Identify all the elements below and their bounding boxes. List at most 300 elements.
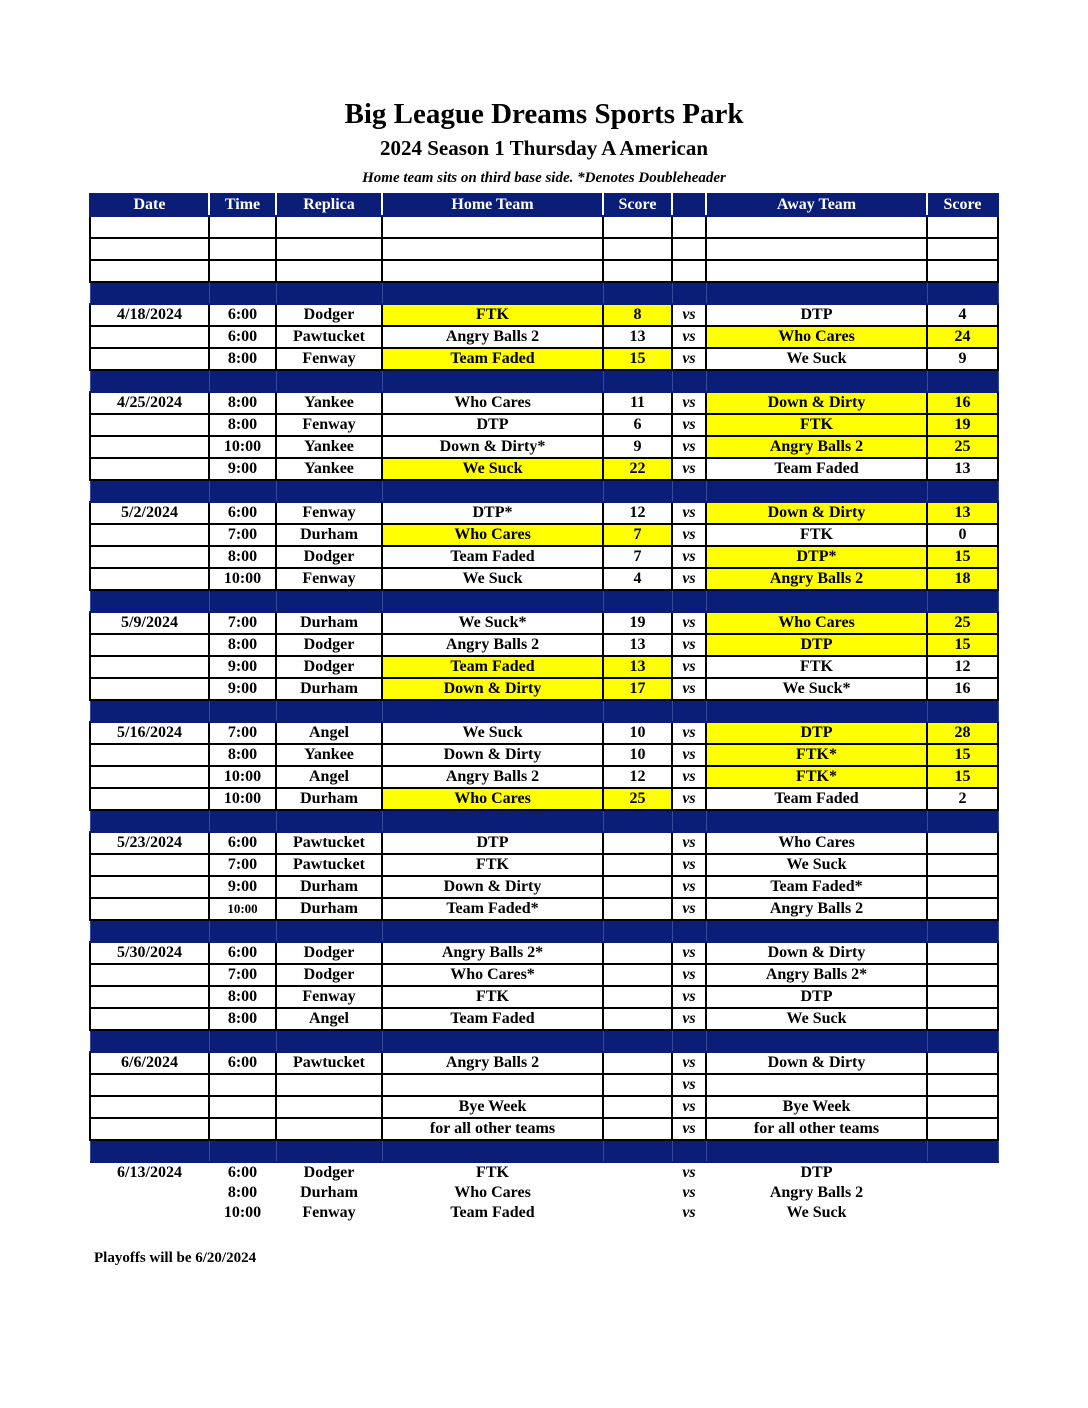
away-score-cell bbox=[927, 1162, 998, 1183]
date-cell: 5/2/2024 bbox=[90, 502, 209, 524]
time-cell: 6:00 bbox=[209, 502, 276, 524]
table-row bbox=[90, 986, 998, 1008]
replica-cell: Durham bbox=[300, 1184, 358, 1201]
separator-cell bbox=[276, 1030, 382, 1052]
replica-cell: Durham bbox=[276, 612, 382, 634]
table-row bbox=[90, 458, 998, 480]
col-header-home-team: Home Team bbox=[382, 194, 603, 216]
separator-cell bbox=[706, 590, 927, 612]
replica-cell: Yankee bbox=[276, 458, 382, 480]
separator-cell bbox=[603, 480, 672, 502]
away-team-cell: We Suck bbox=[706, 854, 927, 876]
home-score-cell bbox=[603, 238, 672, 260]
home-score-cell bbox=[603, 1074, 672, 1096]
away-team-cell: Angry Balls 2 bbox=[706, 436, 927, 458]
date-cell bbox=[90, 260, 209, 282]
separator-cell bbox=[382, 282, 603, 304]
replica-cell: Angel bbox=[276, 766, 382, 788]
vs-cell: vs bbox=[672, 1096, 706, 1118]
separator-row bbox=[90, 700, 998, 722]
home-team-cell bbox=[382, 238, 603, 260]
separator-cell bbox=[209, 810, 276, 832]
separator-cell bbox=[927, 700, 998, 722]
time-cell bbox=[209, 1074, 276, 1096]
time-cell: 8:00 bbox=[209, 744, 276, 766]
separator-row bbox=[90, 480, 998, 502]
separator-cell bbox=[672, 370, 706, 392]
replica-cell: Dodger bbox=[303, 1164, 355, 1181]
table-row bbox=[90, 546, 998, 568]
home-score-cell: 12 bbox=[603, 502, 672, 524]
away-team-cell: Who Cares bbox=[706, 832, 927, 854]
vs-cell: vs bbox=[672, 788, 706, 810]
table-row bbox=[90, 854, 998, 876]
time-cell bbox=[209, 216, 276, 238]
time-cell: 9:00 bbox=[209, 656, 276, 678]
home-score-cell: 17 bbox=[603, 678, 672, 700]
home-team-cell: FTK bbox=[382, 986, 603, 1008]
home-score-cell bbox=[603, 942, 672, 964]
home-score-cell: 25 bbox=[603, 788, 672, 810]
away-team-cell: FTK bbox=[706, 524, 927, 546]
replica-cell: Dodger bbox=[276, 634, 382, 656]
empty-row bbox=[90, 260, 998, 282]
replica-cell: Durham bbox=[276, 898, 382, 920]
vs-cell: vs bbox=[682, 1204, 696, 1221]
replica-cell bbox=[276, 216, 382, 238]
date-cell bbox=[90, 1203, 209, 1223]
table-row bbox=[90, 568, 998, 590]
replica-cell: Pawtucket bbox=[276, 854, 382, 876]
time-cell: 10:00 bbox=[209, 766, 276, 788]
separator-cell bbox=[382, 480, 603, 502]
away-score-cell: 9 bbox=[927, 348, 998, 370]
vs-cell: vs bbox=[672, 656, 706, 678]
separator-cell bbox=[276, 370, 382, 392]
home-team-cell: FTK bbox=[382, 304, 603, 326]
date-cell: 5/30/2024 bbox=[90, 942, 209, 964]
replica-cell: Durham bbox=[276, 678, 382, 700]
home-score-cell: 7 bbox=[603, 546, 672, 568]
vs-cell: vs bbox=[672, 722, 706, 744]
table-row bbox=[90, 1162, 998, 1183]
home-score-cell: 9 bbox=[603, 436, 672, 458]
away-score-cell: 15 bbox=[927, 744, 998, 766]
home-score-cell bbox=[603, 986, 672, 1008]
separator-cell bbox=[90, 590, 209, 612]
away-score-cell: 15 bbox=[927, 634, 998, 656]
away-score-cell: 4 bbox=[927, 304, 998, 326]
col-header-time: Time bbox=[209, 194, 276, 216]
home-team-cell bbox=[382, 260, 603, 282]
away-team-cell: DTP bbox=[706, 986, 927, 1008]
time-cell: 8:00 bbox=[227, 1184, 258, 1201]
time-cell: 8:00 bbox=[209, 986, 276, 1008]
vs-cell: vs bbox=[672, 326, 706, 348]
replica-cell: Fenway bbox=[302, 1204, 356, 1221]
replica-cell: Durham bbox=[276, 524, 382, 546]
replica-cell: Dodger bbox=[276, 304, 382, 326]
away-team-cell bbox=[706, 238, 927, 260]
date-cell: 5/23/2024 bbox=[90, 832, 209, 854]
table-row bbox=[90, 788, 998, 810]
away-team-cell: for all other teams bbox=[706, 1118, 927, 1140]
table-row bbox=[90, 414, 998, 436]
separator-cell bbox=[603, 590, 672, 612]
separator-cell bbox=[90, 370, 209, 392]
replica-cell bbox=[276, 1074, 382, 1096]
home-score-cell: 12 bbox=[603, 766, 672, 788]
separator-cell bbox=[209, 282, 276, 304]
home-team-cell: We Suck bbox=[382, 568, 603, 590]
separator-cell bbox=[90, 282, 209, 304]
table-row bbox=[90, 656, 998, 678]
away-score-cell bbox=[927, 1074, 998, 1096]
home-score-cell: 6 bbox=[603, 414, 672, 436]
separator-cell bbox=[276, 590, 382, 612]
separator-cell bbox=[90, 700, 209, 722]
vs-cell: vs bbox=[672, 502, 706, 524]
home-score-cell: 19 bbox=[603, 612, 672, 634]
separator-cell bbox=[209, 1030, 276, 1052]
away-team-cell: We Suck* bbox=[706, 678, 927, 700]
away-team-cell: Angry Balls 2 bbox=[769, 1184, 864, 1201]
col-header-away-team: Away Team bbox=[706, 194, 927, 216]
home-score-cell: 8 bbox=[603, 304, 672, 326]
home-score-cell bbox=[603, 1096, 672, 1118]
table-row bbox=[90, 678, 998, 700]
date-cell bbox=[90, 854, 209, 876]
away-score-cell bbox=[927, 1118, 998, 1140]
time-cell: 8:00 bbox=[209, 392, 276, 414]
home-team-cell bbox=[382, 1074, 603, 1096]
away-score-cell: 15 bbox=[927, 766, 998, 788]
replica-cell: Fenway bbox=[276, 414, 382, 436]
home-team-cell: Who Cares bbox=[454, 1184, 531, 1201]
home-score-cell bbox=[603, 216, 672, 238]
vs-cell: vs bbox=[672, 1052, 706, 1074]
date-cell bbox=[90, 678, 209, 700]
home-score-cell: 15 bbox=[603, 348, 672, 370]
separator-cell bbox=[276, 700, 382, 722]
replica-cell: Yankee bbox=[276, 436, 382, 458]
time-cell: 8:00 bbox=[209, 546, 276, 568]
vs-cell: vs bbox=[672, 964, 706, 986]
separator-cell bbox=[382, 590, 603, 612]
table-row bbox=[90, 1096, 998, 1118]
away-team-cell: FTK* bbox=[706, 766, 927, 788]
separator-cell bbox=[209, 1140, 276, 1162]
time-cell: 9:00 bbox=[209, 458, 276, 480]
time-cell: 8:00 bbox=[209, 634, 276, 656]
separator-cell bbox=[672, 282, 706, 304]
away-team-cell bbox=[706, 1074, 927, 1096]
away-team-cell: DTP bbox=[706, 634, 927, 656]
replica-cell: Yankee bbox=[276, 744, 382, 766]
away-team-cell: Who Cares bbox=[706, 612, 927, 634]
date-cell bbox=[90, 1118, 209, 1140]
separator-cell bbox=[672, 480, 706, 502]
date-cell bbox=[90, 766, 209, 788]
replica-cell: Fenway bbox=[276, 986, 382, 1008]
vs-cell: vs bbox=[672, 348, 706, 370]
away-score-cell: 25 bbox=[927, 436, 998, 458]
away-team-cell: Down & Dirty bbox=[706, 1052, 927, 1074]
home-score-cell: 11 bbox=[603, 392, 672, 414]
separator-row bbox=[90, 810, 998, 832]
away-score-cell bbox=[927, 1008, 998, 1030]
away-team-cell: We Suck bbox=[706, 348, 927, 370]
date-cell bbox=[90, 1096, 209, 1118]
time-cell: 9:00 bbox=[209, 678, 276, 700]
vs-cell bbox=[672, 238, 706, 260]
vs-cell: vs bbox=[672, 876, 706, 898]
empty-row bbox=[90, 216, 998, 238]
away-score-cell bbox=[927, 1052, 998, 1074]
away-score-cell: 2 bbox=[927, 788, 998, 810]
replica-cell: Fenway bbox=[276, 348, 382, 370]
date-cell bbox=[90, 348, 209, 370]
schedule-table bbox=[89, 193, 999, 1223]
date-cell bbox=[90, 634, 209, 656]
home-team-cell: Down & Dirty bbox=[382, 744, 603, 766]
time-cell: 6:00 bbox=[209, 304, 276, 326]
vs-cell: vs bbox=[672, 1118, 706, 1140]
replica-cell: Fenway bbox=[276, 502, 382, 524]
date-cell: 6/6/2024 bbox=[90, 1052, 209, 1074]
table-row bbox=[90, 1052, 998, 1074]
separator-cell bbox=[927, 1140, 998, 1162]
separator-cell bbox=[706, 370, 927, 392]
table-row bbox=[90, 744, 998, 766]
away-team-cell: Down & Dirty bbox=[706, 942, 927, 964]
away-score-cell: 13 bbox=[927, 502, 998, 524]
separator-cell bbox=[90, 920, 209, 942]
away-score-cell bbox=[927, 832, 998, 854]
col-header-date: Date bbox=[90, 194, 209, 216]
date-cell: 5/16/2024 bbox=[90, 722, 209, 744]
separator-cell bbox=[603, 920, 672, 942]
separator-cell bbox=[927, 810, 998, 832]
away-score-cell bbox=[927, 260, 998, 282]
away-team-cell: We Suck bbox=[786, 1204, 847, 1221]
page-subtitle: 2024 Season 1 Thursday A American bbox=[379, 136, 709, 160]
separator-cell bbox=[90, 1140, 209, 1162]
empty-row bbox=[90, 238, 998, 260]
home-team-cell: Down & Dirty bbox=[382, 678, 603, 700]
date-cell bbox=[90, 788, 209, 810]
away-team-cell bbox=[706, 260, 927, 282]
date-cell bbox=[90, 876, 209, 898]
home-team-cell: Team Faded bbox=[382, 348, 603, 370]
table-row bbox=[90, 1118, 998, 1140]
away-team-cell: Who Cares bbox=[706, 326, 927, 348]
home-score-cell bbox=[603, 876, 672, 898]
separator-cell bbox=[706, 700, 927, 722]
vs-cell: vs bbox=[672, 392, 706, 414]
separator-cell bbox=[706, 480, 927, 502]
vs-cell: vs bbox=[672, 766, 706, 788]
date-cell bbox=[90, 898, 209, 920]
separator-cell bbox=[603, 1140, 672, 1162]
table-row bbox=[90, 436, 998, 458]
table-row bbox=[90, 1203, 998, 1223]
time-cell bbox=[209, 1118, 276, 1140]
separator-cell bbox=[382, 700, 603, 722]
vs-cell: vs bbox=[672, 678, 706, 700]
away-team-cell: FTK bbox=[706, 414, 927, 436]
replica-cell: Dodger bbox=[276, 546, 382, 568]
table-row bbox=[90, 942, 998, 964]
separator-row bbox=[90, 920, 998, 942]
table-row bbox=[90, 832, 998, 854]
table-row bbox=[90, 392, 998, 414]
date-cell: 5/9/2024 bbox=[90, 612, 209, 634]
home-team-cell: Team Faded bbox=[382, 656, 603, 678]
date-cell bbox=[90, 1183, 209, 1203]
separator-row bbox=[90, 370, 998, 392]
away-score-cell bbox=[927, 238, 998, 260]
separator-cell bbox=[209, 700, 276, 722]
home-score-cell: 13 bbox=[603, 656, 672, 678]
away-score-cell: 13 bbox=[927, 458, 998, 480]
replica-cell: Dodger bbox=[276, 964, 382, 986]
table-row bbox=[90, 304, 998, 326]
col-header-away-score: Score bbox=[927, 194, 998, 216]
table-row bbox=[90, 634, 998, 656]
home-score-cell: 10 bbox=[603, 722, 672, 744]
away-score-cell bbox=[927, 876, 998, 898]
away-team-cell: DTP bbox=[800, 1164, 833, 1181]
date-cell bbox=[90, 568, 209, 590]
separator-cell bbox=[672, 810, 706, 832]
separator-cell bbox=[927, 282, 998, 304]
replica-cell: Pawtucket bbox=[276, 1052, 382, 1074]
separator-cell bbox=[927, 1030, 998, 1052]
separator-cell bbox=[382, 920, 603, 942]
home-score-cell bbox=[603, 1008, 672, 1030]
home-score-cell bbox=[603, 1052, 672, 1074]
replica-cell: Durham bbox=[276, 876, 382, 898]
away-score-cell bbox=[927, 942, 998, 964]
home-score-cell bbox=[603, 260, 672, 282]
away-team-cell: Down & Dirty bbox=[706, 502, 927, 524]
separator-cell bbox=[706, 1030, 927, 1052]
date-cell bbox=[90, 414, 209, 436]
separator-cell bbox=[276, 1140, 382, 1162]
time-cell: 10:00 bbox=[223, 1204, 262, 1221]
home-score-cell bbox=[603, 832, 672, 854]
separator-cell bbox=[209, 920, 276, 942]
home-team-cell: Angry Balls 2 bbox=[382, 326, 603, 348]
table-row bbox=[90, 964, 998, 986]
separator-cell bbox=[672, 1030, 706, 1052]
home-team-cell: Team Faded bbox=[382, 1008, 603, 1030]
separator-cell bbox=[706, 810, 927, 832]
separator-cell bbox=[603, 810, 672, 832]
date-cell: 6/13/2024 bbox=[117, 1164, 182, 1181]
away-team-cell: Angry Balls 2 bbox=[706, 898, 927, 920]
time-cell: 8:00 bbox=[209, 414, 276, 436]
home-score-cell bbox=[603, 854, 672, 876]
home-team-cell: Down & Dirty bbox=[382, 876, 603, 898]
separator-cell bbox=[276, 810, 382, 832]
separator-cell bbox=[276, 282, 382, 304]
separator-cell bbox=[672, 590, 706, 612]
separator-cell bbox=[706, 920, 927, 942]
away-score-cell: 28 bbox=[927, 722, 998, 744]
separator-row bbox=[90, 590, 998, 612]
separator-cell bbox=[209, 480, 276, 502]
away-team-cell: Team Faded bbox=[706, 788, 927, 810]
home-score-cell: 10 bbox=[603, 744, 672, 766]
home-team-cell: Who Cares* bbox=[382, 964, 603, 986]
vs-cell: vs bbox=[672, 304, 706, 326]
replica-cell: Angel bbox=[276, 722, 382, 744]
separator-cell bbox=[276, 480, 382, 502]
separator-cell bbox=[382, 370, 603, 392]
table-row bbox=[90, 766, 998, 788]
replica-cell: Fenway bbox=[276, 568, 382, 590]
separator-cell bbox=[603, 282, 672, 304]
col-header-replica: Replica bbox=[276, 194, 382, 216]
home-team-cell: Team Faded bbox=[450, 1204, 535, 1221]
home-team-cell: Bye Week bbox=[382, 1096, 603, 1118]
home-team-cell: Angry Balls 2* bbox=[382, 942, 603, 964]
separator-cell bbox=[209, 370, 276, 392]
time-cell: 7:00 bbox=[209, 524, 276, 546]
date-cell bbox=[90, 326, 209, 348]
time-cell bbox=[209, 238, 276, 260]
separator-cell bbox=[90, 810, 209, 832]
separator-cell bbox=[927, 370, 998, 392]
home-team-cell: Angry Balls 2 bbox=[382, 766, 603, 788]
home-team-cell: FTK bbox=[476, 1164, 509, 1181]
home-score-cell: 7 bbox=[603, 524, 672, 546]
separator-cell bbox=[706, 1140, 927, 1162]
vs-cell: vs bbox=[672, 1074, 706, 1096]
separator-cell bbox=[276, 920, 382, 942]
away-score-cell: 16 bbox=[927, 392, 998, 414]
home-team-cell: DTP bbox=[382, 832, 603, 854]
date-cell bbox=[90, 216, 209, 238]
page-title: Big League Dreams Sports Park bbox=[344, 98, 744, 130]
vs-cell: vs bbox=[672, 942, 706, 964]
home-score-cell bbox=[603, 1203, 672, 1223]
time-cell: 7:00 bbox=[209, 854, 276, 876]
separator-cell bbox=[603, 700, 672, 722]
away-score-cell bbox=[927, 1183, 998, 1203]
time-cell: 6:00 bbox=[227, 1164, 258, 1181]
away-team-cell bbox=[706, 216, 927, 238]
separator-cell bbox=[382, 1140, 603, 1162]
time-cell: 10:00 bbox=[209, 898, 276, 920]
vs-cell: vs bbox=[672, 832, 706, 854]
time-cell: 10:00 bbox=[209, 568, 276, 590]
date-cell bbox=[90, 436, 209, 458]
vs-cell: vs bbox=[672, 436, 706, 458]
replica-cell: Angel bbox=[276, 1008, 382, 1030]
date-cell: 4/25/2024 bbox=[90, 392, 209, 414]
away-team-cell: Bye Week bbox=[706, 1096, 927, 1118]
replica-cell: Dodger bbox=[276, 656, 382, 678]
separator-cell bbox=[927, 590, 998, 612]
home-team-cell: We Suck bbox=[382, 722, 603, 744]
date-cell bbox=[90, 744, 209, 766]
col-header-vs bbox=[672, 194, 706, 216]
vs-cell: vs bbox=[672, 634, 706, 656]
replica-cell: Dodger bbox=[276, 942, 382, 964]
